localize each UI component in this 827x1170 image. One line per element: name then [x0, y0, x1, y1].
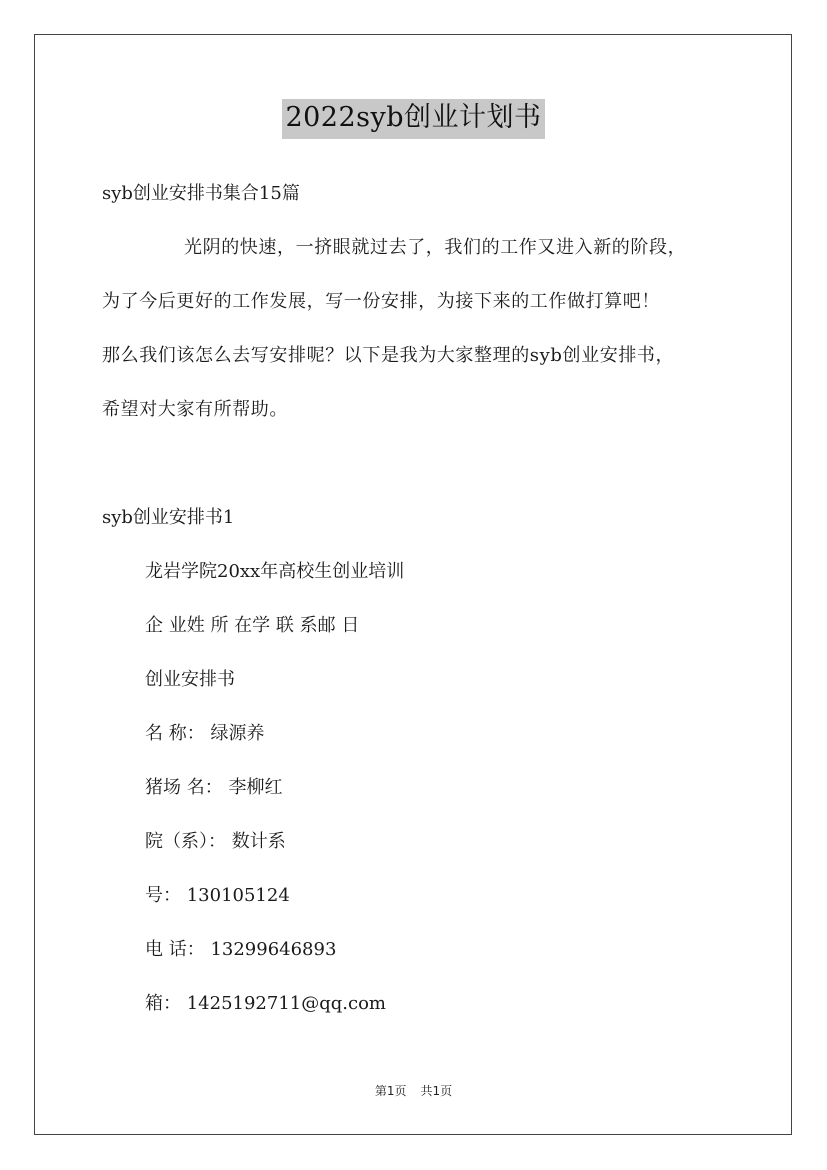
intro-line-3: 那么我们该怎么去写安排呢？以下是我为大家整理的syb创业安排书，	[102, 345, 675, 366]
subtitle: syb创业安排书集合15篇	[102, 183, 300, 204]
line-email: 箱： 1425192711@qq.com	[145, 993, 386, 1014]
line-plan-label: 创业安排书	[145, 669, 235, 690]
line-table-header: 企 业姓 所 在学 联 系邮 日	[145, 615, 360, 636]
intro-line-4: 希望对大家有所帮助。	[102, 399, 288, 420]
document-title: 2022syb创业计划书	[282, 99, 544, 139]
intro-line-1: 光阴的快速，一挤眼就过去了，我们的工作又进入新的阶段，	[184, 237, 687, 258]
page-total: 共1页	[420, 1084, 453, 1098]
intro-line-2: 为了今后更好的工作发展，写一份安排，为接下来的工作做打算吧！	[102, 291, 660, 312]
page-number: 第1页	[374, 1084, 407, 1098]
section-heading: syb创业安排书1	[102, 507, 235, 528]
line-farm-name: 猪场 名： 李柳红	[145, 777, 283, 798]
title-container	[0, 99, 827, 139]
line-student-number: 号： 130105124	[145, 885, 290, 906]
page-footer	[0, 1083, 827, 1099]
line-department: 院（系）： 数计系	[145, 831, 286, 852]
line-name: 名 称： 绿源养	[145, 723, 265, 744]
line-phone: 电 话： 13299646893	[145, 939, 337, 960]
line-training-title: 龙岩学院20xx年高校生创业培训	[145, 561, 405, 582]
